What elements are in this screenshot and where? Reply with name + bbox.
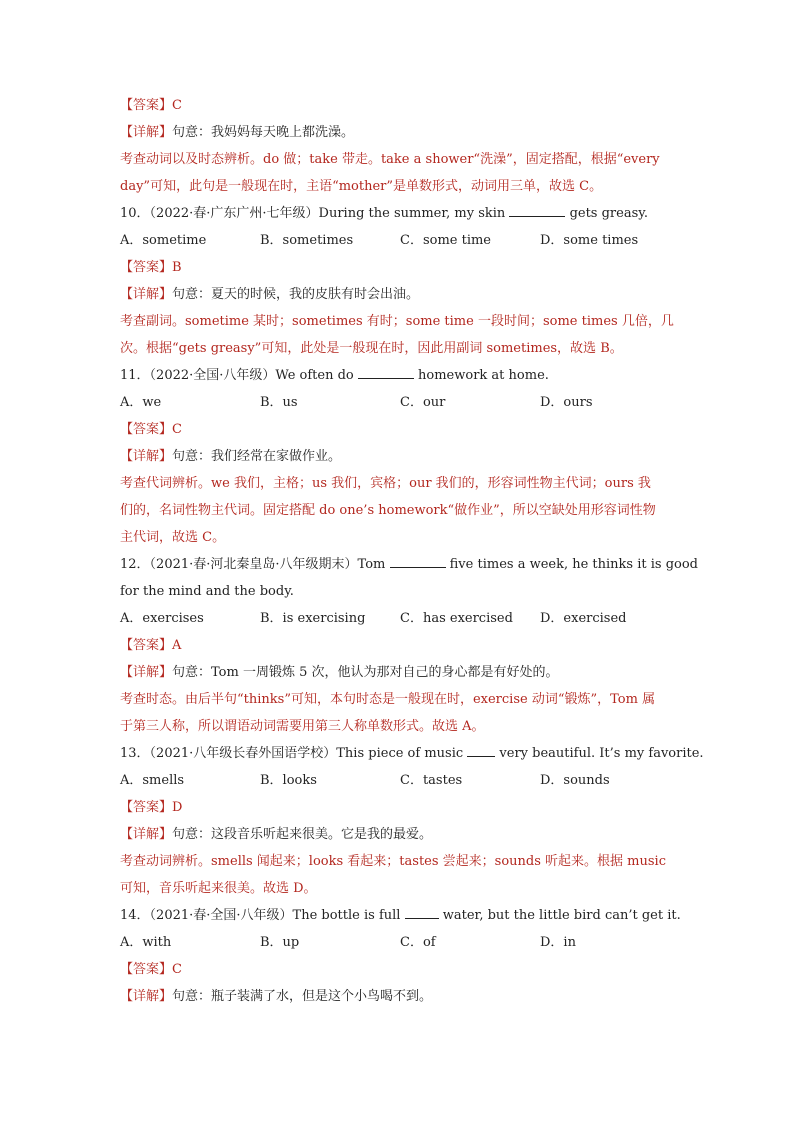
- detail-line: [120, 821, 674, 848]
- answer-tag: 【答案】: [120, 962, 173, 977]
- option-d: D．ours: [540, 395, 593, 410]
- question-number: 11．: [120, 368, 150, 383]
- answer-tag: 【答案】: [120, 422, 173, 437]
- answer-line: [120, 794, 674, 821]
- detail-text: 句意：瓶子装满了水，但是这个小鸟喝不到。: [172, 989, 433, 1004]
- answer-line: [120, 956, 674, 983]
- answer-value: C: [172, 962, 182, 977]
- question-number: 10．: [120, 206, 150, 221]
- explain-line: day”可知，此句是一般现在时，主语“mother”是单数形式，动词用三单，故选 C。: [120, 179, 603, 194]
- options-row: [120, 389, 674, 416]
- explain-line: 于第三人称，所以谓语动词需要用第三人称单数形式。故选 A。: [120, 719, 485, 734]
- answer-blank: [358, 366, 414, 379]
- answer-tag: 【答案】: [120, 260, 173, 275]
- answer-value: C: [172, 98, 182, 113]
- question-source: （2022·全国·八年级）: [149, 368, 276, 383]
- detail-line: [120, 983, 674, 1010]
- question-text: very beautiful. It’s my favorite.: [499, 746, 704, 761]
- explain-line: 考查动词辨析。smells 闻起来；looks 看起来；tastes 尝起来；sounds 听起来。根据 music: [120, 854, 666, 869]
- detail-tag: 【详解】: [120, 125, 173, 140]
- option-d: D．some times: [540, 233, 639, 248]
- explain-line: 次。根据“gets greasy”可知，此处是一般现在时，因此用副词 sometimes，故选 B。: [120, 341, 623, 356]
- question-source: （2021·八年级长春外国语学校）: [149, 746, 337, 761]
- answer-value: A: [172, 638, 182, 653]
- option-c: C．some time: [400, 233, 492, 248]
- detail-text: 句意：我们经常在家做作业。: [172, 449, 342, 464]
- detail-text: 句意：这段音乐听起来很美。它是我的最爱。: [172, 827, 433, 842]
- answer-tag: 【答案】: [120, 98, 173, 113]
- option-b: B．up: [260, 935, 300, 950]
- answer-tag: 【答案】: [120, 800, 173, 815]
- question-line: [120, 362, 674, 389]
- explain-line: 考查时态。由后半句“thinks”可知，本句时态是一般现在时，exercise 动词“锻炼”，Tom 属: [120, 692, 656, 707]
- options-row: [120, 605, 674, 632]
- question-line: [120, 200, 674, 227]
- question-source: （2021·春·全国·八年级）: [149, 908, 293, 923]
- answer-line: [120, 632, 674, 659]
- question-number: 13．: [120, 746, 150, 761]
- option-a: A．we: [120, 395, 162, 410]
- question-line: [120, 902, 681, 929]
- question-source: （2022·春·广东广州·七年级）: [149, 206, 319, 221]
- option-c: C．of: [400, 935, 436, 950]
- question-line: [120, 740, 704, 767]
- explain-line: 考查代词辨析。we 我们，主格；us 我们，宾格；our 我们的，形容词性物主代词；ours 我: [120, 476, 651, 491]
- option-b: B．sometimes: [260, 233, 354, 248]
- explain-line: 考查动词以及时态辨析。do 做；take 带走。take a shower“洗澡”，固定搭配，根据“every: [120, 152, 660, 167]
- detail-tag: 【详解】: [120, 449, 173, 464]
- detail-line: [120, 659, 674, 686]
- question-text: water, but the little bird can’t get it.: [442, 908, 681, 923]
- detail-tag: 【详解】: [120, 989, 173, 1004]
- detail-line: [120, 281, 674, 308]
- option-c: C．our: [400, 395, 446, 410]
- detail-text: 句意：我妈妈每天晚上都洗澡。: [172, 125, 355, 140]
- answer-line: [120, 416, 674, 443]
- answer-value: D: [172, 800, 183, 815]
- options-row: [120, 767, 674, 794]
- answer-line: [120, 92, 674, 119]
- question-line: [120, 551, 699, 578]
- option-d: D．exercised: [540, 611, 627, 626]
- answer-value: C: [172, 422, 182, 437]
- detail-text: 句意：夏天的时候，我的皮肤有时会出油。: [172, 287, 420, 302]
- detail-text: 句意：Tom 一周锻炼 5 次，他认为那对自己的身心都是有好处的。: [172, 665, 559, 680]
- answer-blank: [509, 204, 565, 217]
- option-c: C．has exercised: [400, 611, 513, 626]
- option-c: C．tastes: [400, 773, 463, 788]
- question-source: （2021·春·河北秦皇岛·八年级期末）: [149, 557, 358, 572]
- question-text: five times a week, he thinks it is good: [449, 557, 699, 572]
- option-a: A．with: [120, 935, 172, 950]
- option-a: A．smells: [120, 773, 185, 788]
- explain-line: 考查副词。sometime 某时；sometimes 有时；some time 一段时间；some times 几倍，几: [120, 314, 674, 329]
- question-text: homework at home.: [418, 368, 549, 383]
- option-d: D．sounds: [540, 773, 610, 788]
- detail-line: [120, 119, 674, 146]
- option-b: B．us: [260, 395, 298, 410]
- question-text: This piece of music: [336, 746, 464, 761]
- options-row: [120, 227, 674, 254]
- option-b: B．is exercising: [260, 611, 366, 626]
- detail-tag: 【详解】: [120, 827, 173, 842]
- question-text: During the summer, my skin: [318, 206, 506, 221]
- explain-line: 主代词，故选 C。: [120, 530, 226, 545]
- answer-blank: [405, 906, 439, 919]
- detail-line: [120, 443, 674, 470]
- explain-line: 们的，名词性物主代词。固定搭配 do one’s homework“做作业”，所以空缺处用形容词性物: [120, 503, 656, 518]
- detail-tag: 【详解】: [120, 287, 173, 302]
- question-text: The bottle is full: [292, 908, 401, 923]
- question-number: 14．: [120, 908, 150, 923]
- question-text: We often do: [275, 368, 354, 383]
- option-d: D．in: [540, 935, 576, 950]
- option-a: A．exercises: [120, 611, 204, 626]
- answer-value: B: [172, 260, 182, 275]
- question-line-continued: for the mind and the body.: [120, 584, 294, 599]
- explain-line: 可知，音乐听起来很美。故选 D。: [120, 881, 317, 896]
- option-b: B．looks: [260, 773, 317, 788]
- question-text: gets greasy.: [569, 206, 649, 221]
- answer-blank: [467, 744, 495, 757]
- answer-tag: 【答案】: [120, 638, 173, 653]
- option-a: A．sometime: [120, 233, 207, 248]
- question-number: 12．: [120, 557, 150, 572]
- answer-line: [120, 254, 674, 281]
- question-text: Tom: [357, 557, 386, 572]
- answer-blank: [390, 555, 446, 568]
- detail-tag: 【详解】: [120, 665, 173, 680]
- options-row: [120, 929, 674, 956]
